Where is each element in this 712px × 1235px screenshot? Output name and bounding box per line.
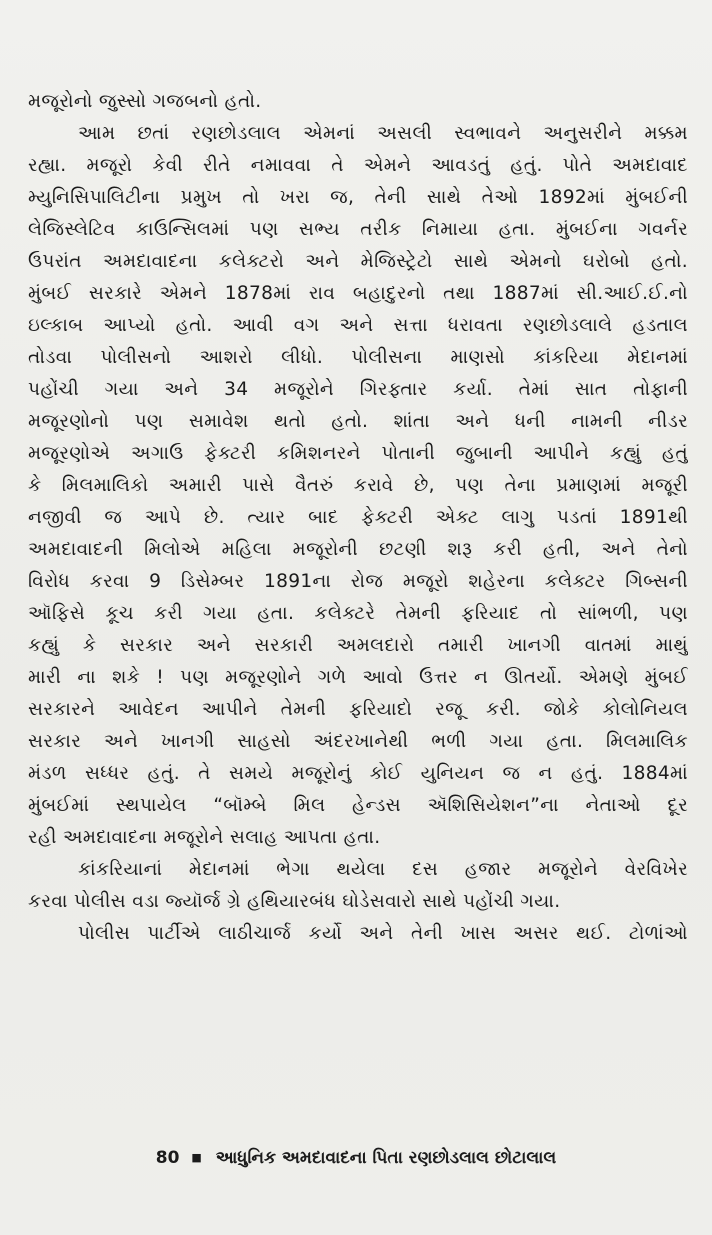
text-line: પહોંચી ગયા અને 34 મજૂરોને ગિરફ્તાર કર્યા. તેમાં સાત તોફાની xyxy=(28,379,688,400)
text-line: મારી ના શકે ! પણ મજૂરણોને ગળે આવો ઉત્તર ન ઊતર્યો. એમણે મુંબઈ xyxy=(28,667,688,688)
paragraph xyxy=(28,118,688,854)
paragraph xyxy=(28,86,688,118)
text-line: ઑફિસે કૂચ કરી ગયા હતા. કલેક્ટરે તેમની ફરિયાદ તો સાંભળી, પણ xyxy=(28,603,688,624)
text-line: ઇલ્કાબ આપ્યો હતો. આવી વગ અને સત્તા ધરાવતા રણછોડલાલે હડતાલ xyxy=(28,315,688,336)
text-line: કે મિલમાલિકો અમારી પાસે વૈતરું કરાવે છે, પણ તેના પ્રમાણમાં મજૂરી xyxy=(28,475,688,496)
page-footer xyxy=(0,1148,712,1168)
page-number: 80 xyxy=(155,1148,180,1168)
text-line: મજૂરોનો જુસ્સો ગજબનો હતો. xyxy=(28,91,262,112)
body-text xyxy=(28,86,688,950)
text-line: કાંકરિયાનાં મેદાનમાં ભેગા થયેલા દસ હજાર મજૂરોને વેરવિખેર xyxy=(78,859,688,880)
running-title: આધુનિક અમદાવાદના પિતા રણછોડલાલ છોટાલાલ xyxy=(215,1148,557,1168)
text-line: અમદાવાદની મિલોએ મહિલા મજૂરોની છટણી શરૂ કરી હતી, અને તેનો xyxy=(28,539,688,560)
text-line: તોડવા પોલીસનો આશરો લીધો. પોલીસના માણસો કાંકરિયા મેદાનમાં xyxy=(28,347,688,368)
paragraph xyxy=(28,918,688,950)
text-line: નજીવી જ આપે છે. ત્યાર બાદ ફેક્ટરી એક્ટ લાગુ પડતાં 1891થી xyxy=(28,507,688,528)
text-line: કહ્યું કે સરકાર અને સરકારી અમલદારો તમારી ખાનગી વાતમાં માથું xyxy=(28,635,688,656)
text-line: રહ્યા. મજૂરો કેવી રીતે નમાવવા તે એમને આવડતું હતું. પોતે અમદાવાદ xyxy=(28,155,688,176)
text-line: આમ છતાં રણછોડલાલ એમનાં અસલી સ્વભાવને અનુસરીને મક્કમ xyxy=(78,123,688,144)
paragraph xyxy=(28,854,688,918)
text-line: મજૂરણોનો પણ સમાવેશ થતો હતો. શાંતા અને ધની નામની નીડર xyxy=(28,411,688,432)
text-line: મજૂરણોએ અગાઉ ફેક્ટરી કમિશનરને પોતાની જુબાની આપીને કહ્યું હતું xyxy=(28,443,688,464)
text-line: મંડળ સધ્ધર હતું. તે સમયે મજૂરોનું કોઈ યુનિયન જ ન હતું. 1884માં xyxy=(28,763,688,784)
text-line: ઉપરાંત અમદાવાદના કલેક્ટરો અને મેજિસ્ટ્રેટો સાથે એમનો ઘરોબો હતો. xyxy=(28,251,688,272)
text-line: મુંબઈમાં સ્થપાયેલ “બૉમ્બે મિલ હેન્ડસ ઍશિસિયેશન”ના નેતાઓ દૂર xyxy=(28,795,688,816)
text-line: સરકાર અને ખાનગી સાહસો અંદરખાનેથી ભળી ગયા હતા. મિલમાલિક xyxy=(28,731,688,752)
text-line: મુંબઈ સરકારે એમને 1878માં રાવ બહાદુરનો તથા 1887માં સી.આઈ.ઈ.નો xyxy=(28,283,688,304)
text-line: પોલીસ પાર્ટીએ લાઠીચાર્જ કર્યો અને તેની ખાસ અસર થઈ. ટોળાંઓ xyxy=(78,923,688,944)
text-line: રહી અમદાવાદના મજૂરોને સલાહ આપતા હતા. xyxy=(28,827,381,848)
text-line: સરકારને આવેદન આપીને તેમની ફરિયાદો રજૂ કરી. જોકે કોલોનિયલ xyxy=(28,699,688,720)
text-line: કરવા પોલીસ વડા જ્યૉર્જ ગ્રે હથિયારબંધ ઘોડેસવારો સાથે પહોંચી ગયા. xyxy=(28,891,561,912)
text-line: મ્યુનિસિપાલિટીના પ્રમુખ તો ખરા જ, તેની સાથે તેઓ 1892માં મુંબઈની xyxy=(28,187,688,208)
text-line: લેજિસ્લેટિવ કાઉન્સિલમાં પણ સભ્ય તરીક નિમાયા હતા. મુંબઈના ગવર્નર xyxy=(28,219,688,240)
footer-separator: ■ xyxy=(191,1151,202,1164)
text-line: વિરોધ કરવા 9 ડિસેમ્બર 1891ના રોજ મજૂરો શહેરના કલેક્ટર ગિબ્સની xyxy=(28,571,688,592)
